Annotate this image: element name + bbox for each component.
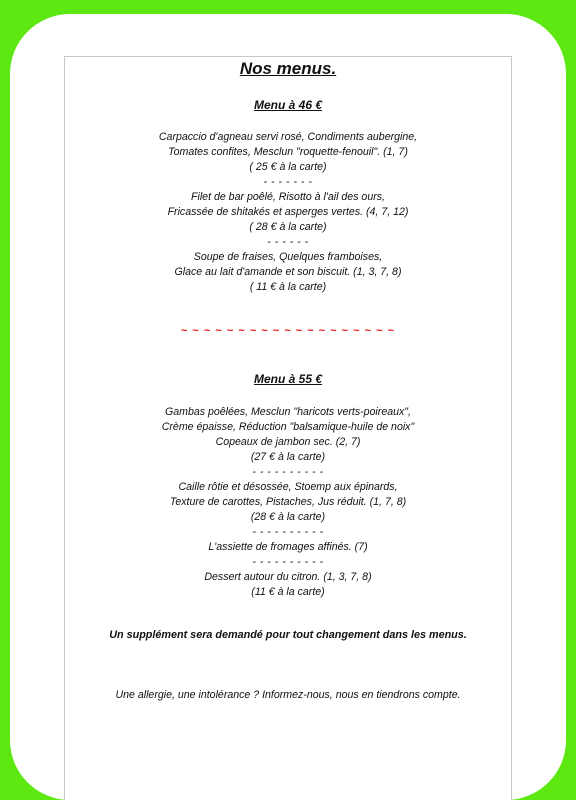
menu-46-separator: - - - - - - bbox=[267, 236, 309, 248]
menu-55-separator: - - - - - - - - - - bbox=[252, 466, 324, 478]
menu-46-heading: Menu à 46 € bbox=[253, 98, 323, 112]
menu-55-line: Caille rôtie et désossée, Stoemp aux épinards, bbox=[178, 481, 398, 493]
supplement-notice: Un supplément sera demandé pour tout changement dans les menus. bbox=[109, 629, 467, 641]
menu-55-line: Crème épaisse, Réduction "balsamique-huile de noix" bbox=[161, 421, 415, 433]
menu-46-line: Glace au lait d'amande et son biscuit. (1, 3, 7, 8) bbox=[174, 266, 402, 278]
menu-55-heading: Menu à 55 € bbox=[253, 372, 323, 386]
allergy-notice: Une allergie, une intolérance ? Informez-nous, nous en tiendrons compte. bbox=[115, 689, 461, 701]
menu-46-items bbox=[65, 130, 511, 295]
menu-55-line: Texture de carottes, Pistaches, Jus réduit. (1, 7, 8) bbox=[169, 496, 407, 508]
menu-55-items bbox=[65, 405, 511, 600]
page-title: Nos menus. bbox=[239, 59, 337, 78]
menu-46-price: ( 11 € à la carte) bbox=[249, 281, 327, 293]
menu-46-price: ( 28 € à la carte) bbox=[249, 221, 327, 233]
menu-55-separator: - - - - - - - - - - bbox=[252, 556, 324, 568]
menu-46-line: Carpaccio d'agneau servi rosé, Condiments aubergine, bbox=[158, 131, 418, 143]
menu-46-line: Tomates confites, Mesclun "roquette-fenouil". (1, 7) bbox=[168, 146, 408, 158]
menu-46-price: ( 25 € à la carte) bbox=[249, 161, 327, 173]
menu-46-line: Fricassée de shitakés et asperges vertes. (4, 7, 12) bbox=[167, 206, 409, 218]
menu-46-line: Soupe de fraises, Quelques framboises, bbox=[193, 251, 383, 263]
menu-55-line: Copeaux de jambon sec. (2, 7) bbox=[215, 436, 361, 448]
menu-55-line: L'assiette de fromages affinés. (7) bbox=[208, 541, 368, 553]
menu-55-separator: - - - - - - - - - - bbox=[252, 526, 324, 538]
menu-55-price: (28 € à la carte) bbox=[250, 511, 326, 523]
menu-55-price: (27 € à la carte) bbox=[250, 451, 326, 463]
red-tilde-divider: ~ ~ ~ ~ ~ ~ ~ ~ ~ ~ ~ ~ ~ ~ ~ ~ ~ ~ ~ bbox=[180, 325, 396, 337]
menu-46-line: Filet de bar poêlé, Risotto à l'ail des ours, bbox=[191, 191, 385, 203]
menu-55-price: (11 € à la carte) bbox=[251, 586, 325, 598]
menu-55-line: Dessert autour du citron. (1, 3, 7, 8) bbox=[204, 571, 372, 583]
menu-page bbox=[64, 56, 512, 800]
menu-55-line: Gambas poêlées, Mesclun "haricots verts-poireaux", bbox=[165, 406, 411, 418]
menu-46-separator: - - - - - - - bbox=[263, 176, 313, 188]
